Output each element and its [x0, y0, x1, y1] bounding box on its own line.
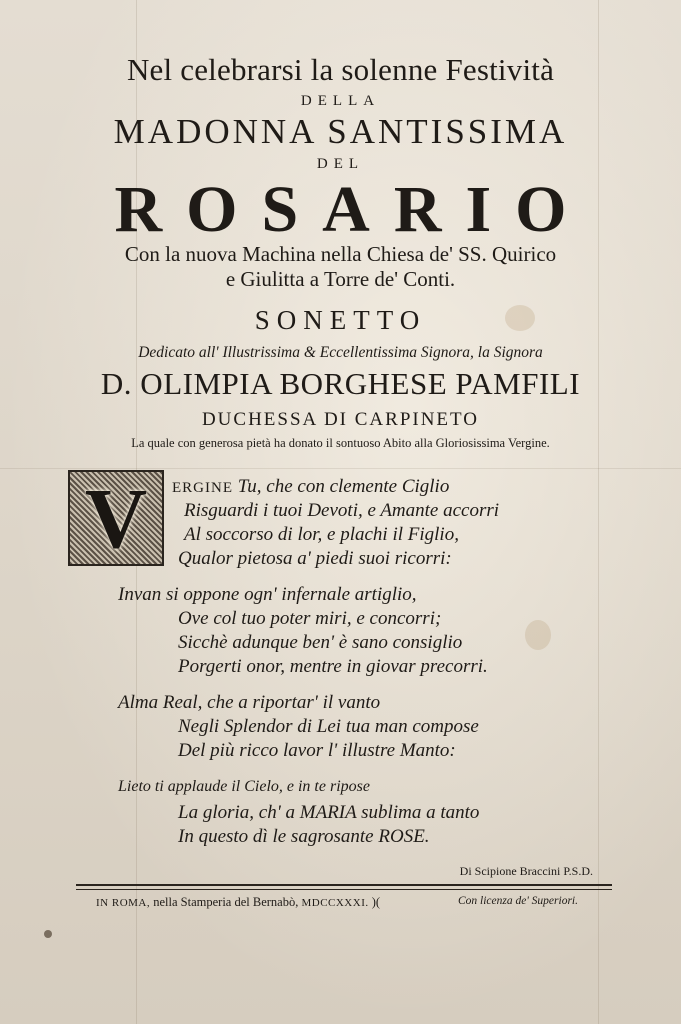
- imprint-press: nella Stamperia del Bernabò,: [153, 895, 299, 909]
- sonnet-line-5: Invan si oppone ogn' infernale artiglio,: [118, 584, 417, 605]
- author-signature: Di Scipione Braccini P.S.D.: [459, 864, 593, 878]
- title-line-4: DEL: [316, 156, 365, 172]
- sonnet-line-9: Alma Real, che a riportar' il vanto: [118, 692, 381, 713]
- title-line-1: Nel celebrarsi la solenne Festività: [126, 52, 555, 87]
- sonnet-line-3: Al soccorso di lor, e plachi il Figlio,: [184, 524, 459, 545]
- sonnet-line-2: Risguardi i tuoi Devoti, e Amante accorri: [184, 500, 500, 521]
- sonnet-line-14: In questo dì le sagrosante ROSE.: [178, 826, 430, 847]
- sonnet-line-6: Ove col tuo poter miri, e concorri;: [178, 608, 442, 629]
- imprint-separator: )(: [371, 895, 381, 909]
- decorated-initial: [68, 470, 164, 566]
- imprint-line: [96, 895, 380, 910]
- imprint-year: MDCCXXXI.: [301, 897, 369, 909]
- dedication-intro: Dedicato all' Illustrissima & Eccellentissima Signora, la Signora: [138, 344, 543, 361]
- ink-spot: [44, 930, 52, 938]
- dedicatee-name: D. OLIMPIA BORGHESE PAMFILI: [100, 366, 581, 401]
- foxing-stain: [525, 620, 551, 650]
- sonnet-line-11: Del più ricco lavor l' illustre Manto:: [178, 740, 456, 761]
- sonnet-line-1-text: Tu, che con clemente Ciglio: [237, 476, 450, 497]
- initial-letter: V: [84, 470, 148, 566]
- sonnet-line-10: Negli Splendor di Lei tua man compose: [178, 716, 479, 737]
- sonetto-heading: SONETTO: [254, 305, 427, 335]
- sonnet-line-12: Lieto ti applaude il Cielo, e in te ripose: [118, 778, 370, 795]
- first-word: ERGINE: [172, 480, 233, 496]
- title-line-2: DELLA: [300, 93, 381, 109]
- imprint-license: Con licenza de' Superiori.: [458, 895, 579, 907]
- sonnet-line-8: Porgerti onor, mentre in giovar precorri.: [178, 656, 488, 677]
- dedication-note: La quale con generosa pietà ha donato il sontuoso Abito alla Gloriosissima Vergine.: [131, 436, 550, 450]
- imprint-rule-thin: [76, 889, 612, 890]
- title-rosario: ROSARIO: [114, 173, 591, 246]
- sonnet-line-13: La gloria, ch' a MARIA sublima a tanto: [178, 802, 480, 823]
- title-line-7: e Giulitta a Torre de' Conti.: [225, 267, 456, 291]
- sonnet-line-4: Qualor pietosa a' piedi suoi ricorri:: [178, 548, 452, 569]
- dedicatee-rank: DUCHESSA DI CARPINETO: [201, 409, 480, 430]
- title-line-6: Con la nuova Machina nella Chiesa de' SS. Quirico: [124, 242, 557, 266]
- paper-fold-right: [598, 0, 599, 1024]
- sonnet-line-7: Sicchè adunque ben' è sano consiglio: [178, 632, 463, 653]
- imprint-place: IN ROMA,: [96, 897, 151, 909]
- imprint-rule-thick: [76, 884, 612, 886]
- sonnet-line-1: [172, 476, 449, 498]
- title-line-3: MADONNA SANTISSIMA: [113, 112, 568, 151]
